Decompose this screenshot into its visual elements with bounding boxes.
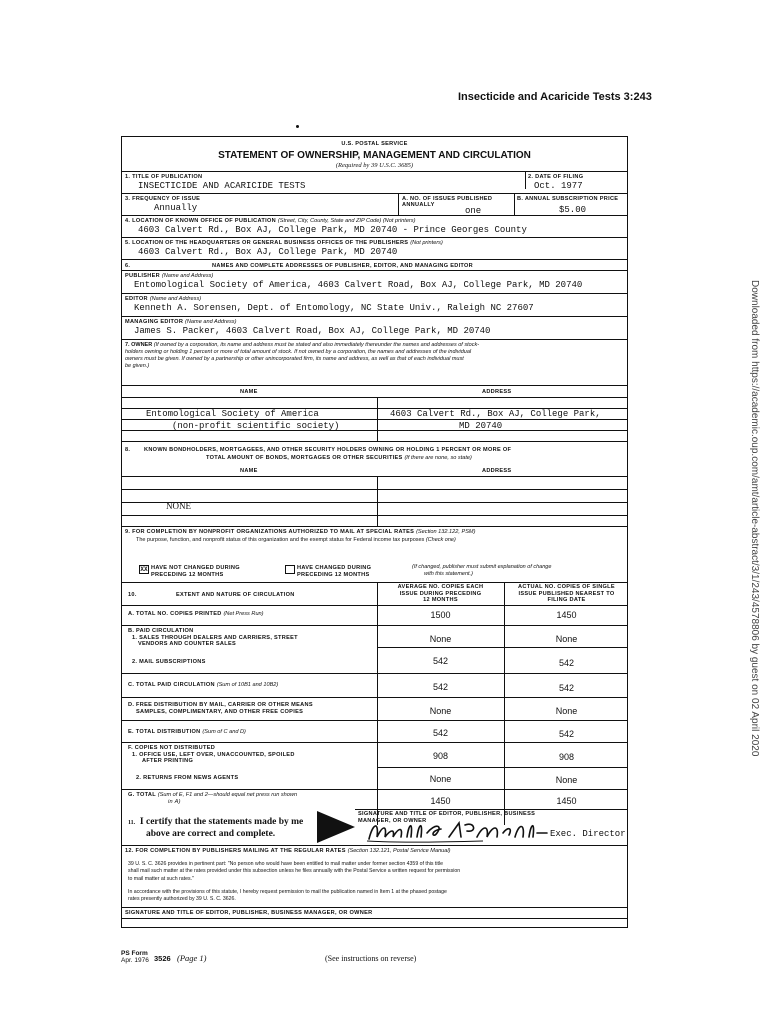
statute-text-3: to mail matter at such rates." [128, 875, 194, 882]
checked-mark: XX [140, 566, 148, 573]
field-3-label: 3. FREQUENCY OF ISSUE [125, 196, 201, 202]
managing-editor-value: James S. Packer, 4603 Calvert Road, Box AJ, College Park, MD 20740 [134, 326, 491, 336]
not-changed-label-1: HAVE NOT CHANGED DURING [151, 565, 240, 571]
office-location: 4603 Calvert Rd., Box AJ, College Park, MD 20740 - Prince Georges County [138, 225, 527, 235]
field-4-note: (Street, City, County, State and ZIP Code) (Not printers) [277, 218, 416, 224]
row-b1-actual: None [555, 634, 578, 644]
owner-address-header: ADDRESS [482, 389, 512, 395]
changed-checkbox[interactable] [285, 565, 295, 574]
field-5-label: 5. LOCATION OF THE HEADQUARTERS OR GENERAL BUSINESS OFFICES OF THE PUBLISHERS [125, 240, 409, 246]
row-d-actual: None [555, 706, 578, 716]
field-6-num: 6. [125, 263, 131, 269]
statute-text-2: shall mail such matter at the rates provided under this subsection unless he files annually with the Postal Service a written request for permission [128, 868, 461, 875]
publisher-value: Entomological Society of America, 4603 Calvert Road, Box AJ, College Park, MD 20740 [134, 280, 583, 290]
field-9-label: 9. FOR COMPLETION BY NONPROFIT ORGANIZATIONS AUTHORIZED TO MAIL AT SPECIAL RATES [125, 529, 415, 535]
managing-editor-label: MANAGING EDITOR [125, 319, 184, 325]
request-text-2: rates presently authorized by 39 U. S. C. 3626. [128, 896, 236, 903]
avg-header-2: ISSUE DURING PRECEDING [399, 590, 482, 597]
circulation-row-e-label: E. TOTAL DISTRIBUTION (Sum of C and D) [128, 729, 246, 735]
field-12-label: 12. FOR COMPLETION BY PUBLISHERS MAILING AT THE REGULAR RATES [125, 848, 346, 854]
field-3b-label: B. ANNUAL SUBSCRIPTION PRICE [517, 196, 619, 202]
field-5-note: (Not printers) [410, 240, 443, 246]
not-changed-checkbox[interactable] [139, 565, 149, 574]
row-g-avg: 1450 [430, 796, 451, 806]
editor-label: EDITOR [125, 296, 148, 302]
filing-date: Oct. 1977 [534, 181, 583, 191]
ps-form-label: PS Form [121, 950, 148, 957]
circulation-row-c-label: C. TOTAL PAID CIRCULATION (Sum of 10B1 and 10B2) [128, 682, 279, 688]
field-10-label: EXTENT AND NATURE OF CIRCULATION [176, 592, 295, 598]
field-10-num: 10. [128, 592, 137, 598]
publisher-note: (Name and Address) [161, 273, 214, 279]
avg-header-3: 12 MONTHS [423, 597, 458, 603]
avg-header-1: AVERAGE NO. COPIES EACH [397, 584, 484, 590]
row-f2-actual: None [555, 775, 578, 785]
request-text-1: In accordance with the provisions of this statute, I hereby request permission to mail the publication named in Item 1 at the phased postage [128, 889, 447, 895]
row-g-actual: 1450 [556, 796, 577, 806]
circulation-row-b2-label: 2. MAIL SUBSCRIPTIONS [132, 659, 206, 665]
field-8-note: (If there are none, so state) [404, 455, 472, 461]
form-subtitle: (Required by 39 U.S.C. 3685) [335, 162, 414, 169]
row-b1-avg: None [429, 634, 452, 644]
signature-label-1: SIGNATURE AND TITLE OF EDITOR, PUBLISHER, BUSINESS [358, 811, 536, 817]
owner-instructions-1: (If owned by a corporation, its name and address must be stated and also immediately thereunder the names and addresses of stock- [153, 342, 480, 348]
actual-header-2: ISSUE PUBLISHED NEAREST TO [518, 590, 615, 597]
publication-title: INSECTICIDE AND ACARICIDE TESTS [138, 181, 306, 191]
field-9-note: (Section 132.122, PSM) [416, 529, 476, 535]
managing-editor-note: (Name and Address) [185, 319, 237, 325]
bondholders-value: NONE [166, 501, 191, 511]
publisher-label: PUBLISHER [125, 273, 161, 279]
handwritten-signature [363, 819, 553, 845]
field-8-num: 8. [125, 447, 131, 453]
field-7-label: 7. OWNER [125, 342, 153, 348]
row-f1-actual: 908 [558, 752, 575, 762]
page-indicator: (Page 1) [177, 953, 207, 963]
page-header: Insecticide and Acaricide Tests 3:243 [458, 91, 652, 103]
row-f1-avg: 908 [432, 751, 449, 761]
owner-address-1: 4603 Calvert Rd., Box AJ, College Park, [390, 409, 601, 419]
owner-instructions-4: be given.) [125, 363, 150, 369]
row-a-avg: 1500 [430, 610, 451, 620]
actual-header-1: ACTUAL NO. COPIES OF SINGLE [518, 584, 615, 590]
bullet-mark [296, 125, 299, 128]
pointer-arrow-icon [317, 811, 355, 843]
owner-name-header: NAME [240, 389, 258, 395]
change-note-1: (If changed, publisher must submit explanation of change [412, 564, 552, 570]
field-2-label: 2. DATE OF FILING [528, 174, 584, 180]
owner-name-2: (non-profit scientific society) [172, 421, 340, 431]
field-8-label-2: TOTAL AMOUNT OF BONDS, MORTGAGES OR OTHER SECURITIES [206, 455, 403, 461]
certification-text: 11. I certify that the statements made by me above are correct and complete. [128, 817, 304, 839]
field-11-num: 11. [128, 820, 136, 826]
field-8-label-1: KNOWN BONDHOLDERS, MORTGAGEES, AND OTHER SECURITY HOLDERS OWNING OR HOLDING 1 PERCENT OR MORE OF [144, 447, 512, 453]
download-note: Downloaded from https://academic.oup.com/amt/article-abstract/3/1/243/4578806 by guest on 02 April 2020 [749, 280, 760, 757]
circulation-row-f2-label: 2. RETURNS FROM NEWS AGENTS [136, 775, 239, 781]
field-9-text-note: (Check one) [425, 537, 456, 543]
circulation-row-a-label: A. TOTAL NO. COPIES PRINTED (Net Press Run) [128, 611, 264, 617]
headquarters-location: 4603 Calvert Rd., Box AJ, College Park, MD 20740 [138, 247, 398, 257]
agency-label: U.S. POSTAL SERVICE [341, 141, 408, 147]
signer-title: Exec. Director [550, 829, 626, 839]
owner-name-1: Entomological Society of America [146, 409, 319, 419]
editor-note: (Name and Address) [149, 296, 202, 302]
row-e-actual: 542 [558, 729, 575, 739]
circulation-row-b-label: B. PAID CIRCULATION 1. SALES THROUGH DEALERS AND CARRIERS, STREET VENDORS AND COUNTER SALES [128, 628, 298, 647]
field-3a-label: A. NO. OF ISSUES PUBLISHED ANNUALLY [402, 196, 493, 208]
row-a-actual: 1450 [556, 610, 577, 620]
field-4-label: 4. LOCATION OF KNOWN OFFICE OF PUBLICATION [125, 218, 276, 224]
row-c-actual: 542 [558, 683, 575, 693]
editor-value: Kenneth A. Sorensen, Dept. of Entomology, NC State Univ., Raleigh NC 27607 [134, 303, 534, 313]
actual-header-3: FILING DATE [547, 597, 586, 603]
field-12-signature-label: SIGNATURE AND TITLE OF EDITOR, PUBLISHER, BUSINESS MANAGER, OR OWNER [125, 910, 373, 916]
owner-instructions-2: holders owning or holding 1 percent or more of total amount of stock. If not owned by a corporation, the names and addresses of the individual [125, 349, 472, 355]
row-c-avg: 542 [432, 682, 449, 692]
instructions-note: (See instructions on reverse) [325, 954, 417, 963]
ps-form-id [121, 950, 149, 964]
signature-label-2: MANAGER, OR OWNER [358, 817, 427, 824]
row-d-avg: None [429, 706, 452, 716]
field-1-label: 1. TITLE OF PUBLICATION [125, 174, 203, 180]
circulation-row-g-label: G. TOTAL (Sum of E, F1 and 2—should equal net press run shown in A) [128, 792, 298, 805]
row-f2-avg: None [429, 774, 452, 784]
bondholder-name-header: NAME [240, 468, 258, 474]
changed-label-2: PRECEDING 12 MONTHS [297, 571, 370, 578]
change-note-2: with this statement.) [424, 570, 473, 577]
row-e-avg: 542 [432, 728, 449, 738]
ps-form-3526 [121, 136, 628, 928]
owner-address-2: MD 20740 [459, 421, 503, 431]
circulation-row-f-label: F. COPIES NOT DISTRIBUTED 1. OFFICE USE, LEFT OVER, UNACCOUNTED, SPOILED AFTER PRINTING [128, 745, 295, 764]
frequency-of-issue: Annually [154, 203, 198, 213]
circulation-row-d-label: D. FREE DISTRIBUTION BY MAIL, CARRIER OR OTHER MEANS SAMPLES, COMPLIMENTARY, AND OTHER FREE COPIES [128, 702, 313, 715]
not-changed-label-2: PRECEDING 12 MONTHS [151, 571, 224, 578]
field-12-note: (Section 132.121, Postal Service Manual) [347, 848, 451, 854]
statute-text-1: 39 U. S. C. 3626 provides in pertinent part: "No person who would have been entitled to mail matter under former section 4359 of this title [128, 861, 443, 867]
issues-per-year: one [465, 206, 482, 216]
form-title: STATEMENT OF OWNERSHIP, MANAGEMENT AND CIRCULATION [218, 150, 531, 161]
row-b2-avg: 542 [432, 656, 449, 666]
ps-form-date: Apr. 1976 [121, 957, 149, 964]
subscription-price: $5.00 [559, 205, 587, 215]
field-6-label: NAMES AND COMPLETE ADDRESSES OF PUBLISHER, EDITOR, AND MANAGING EDITOR [212, 263, 474, 269]
field-9-text: The purpose, function, and nonprofit status of this organization and the exempt status for Federal income tax purposes [136, 537, 425, 543]
owner-instructions-3: owners must be given. If owned by a partnership or other unincorporated firm, its name and address, as well as that of each individual must [125, 356, 464, 362]
row-b2-actual: 542 [558, 658, 575, 668]
form-number: 3526 [154, 954, 171, 963]
changed-label-1: HAVE CHANGED DURING [297, 565, 372, 571]
bondholder-address-header: ADDRESS [482, 468, 512, 474]
